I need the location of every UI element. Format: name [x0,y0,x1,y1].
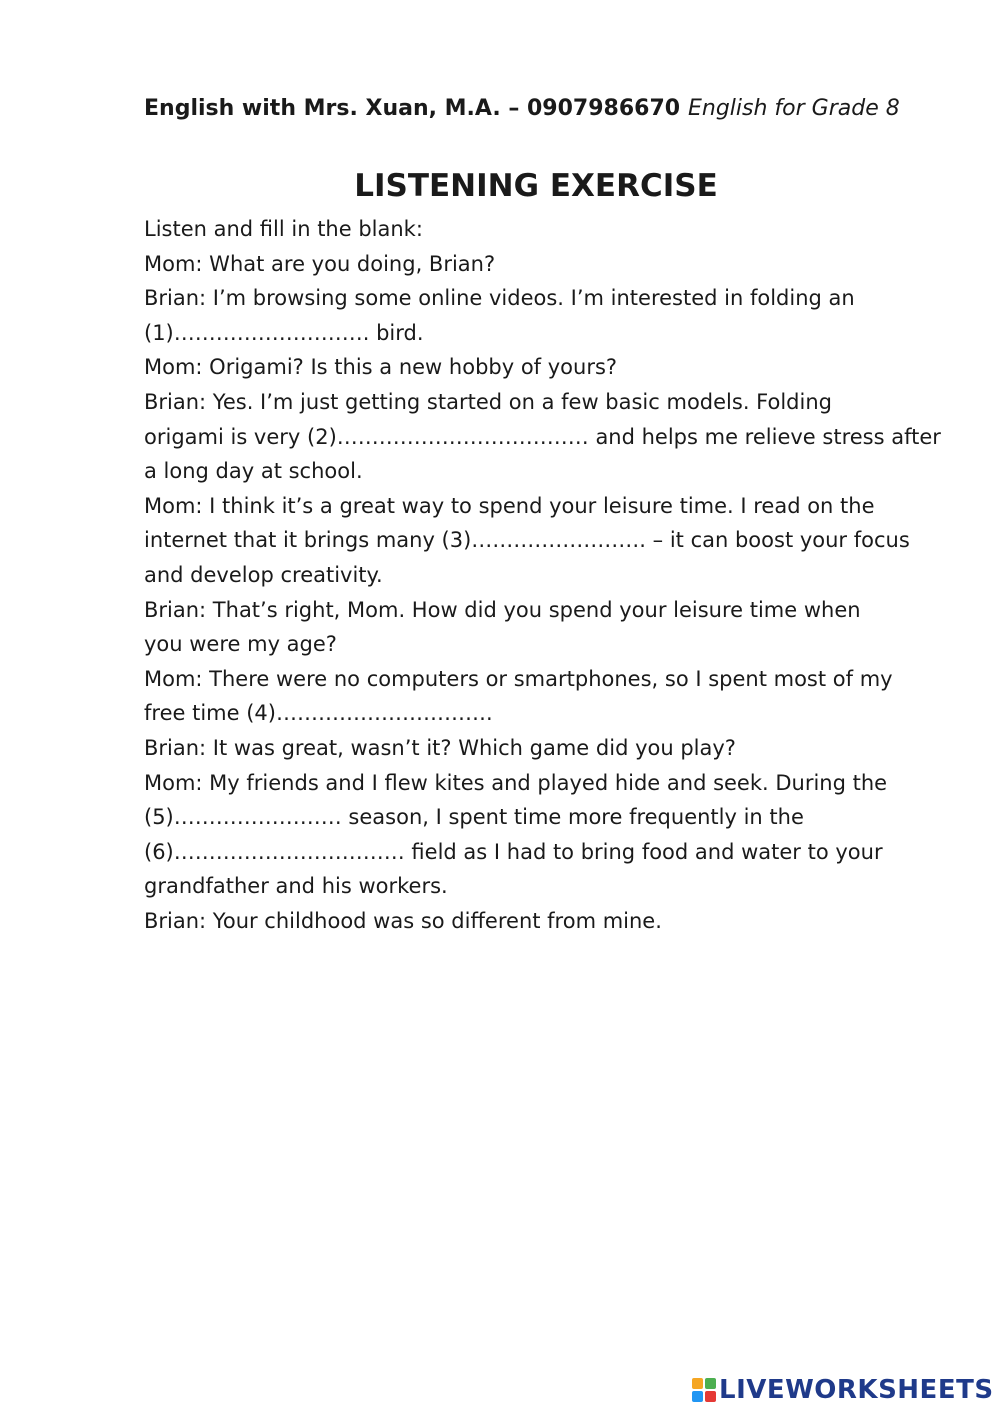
dialogue-line-blank-2: origami is very (2)……………………………… and helps me relieve stress after [144,424,941,449]
dialogue-line: Mom: There were no computers or smartphones, so I spent most of my [144,666,893,691]
dialogue-line-blank-6: (6)…………………………… field as I had to bring food and water to your [144,839,883,864]
dialogue-line: Brian: That’s right, Mom. How did you spend your leisure time when [144,597,861,622]
dialogue-line-blank-5: (5)…………………… season, I spent time more frequently in the [144,805,804,830]
header-author: English with Mrs. Xuan, M.A. – 0907986670 [144,96,681,121]
logo-mark-icon [692,1378,716,1402]
logo-square [692,1378,703,1389]
dialogue-line: grandfather and his workers. [144,874,448,899]
dialogue-line: Mom: What are you doing, Brian? [144,251,496,276]
liveworksheets-logo [692,1373,994,1407]
logo-square [705,1391,716,1402]
dialogue-line-blank-4: free time (4)…………………………. [144,701,493,726]
instruction-line: Listen and fill in the blank: [144,217,423,241]
exercise-content [144,212,944,938]
dialogue-line-blank-3: internet that it brings many (3)……………………. – it can boost your focus [144,528,910,553]
page-header [144,96,904,128]
logo-text: LIVEWORKSHEETS [719,1375,994,1405]
dialogue-line: Brian: Yes. I’m just getting started on a few basic models. Folding [144,389,832,414]
dialogue-line: Mom: My friends and I flew kites and played hide and seek. During the [144,770,888,795]
dialogue-line: and develop creativity. [144,562,383,587]
page-title: LISTENING EXERCISE [354,168,718,204]
logo-square [705,1378,716,1389]
header-course: English for Grade 8 [688,96,900,121]
dialogue-line-blank-1: (1)………………………. bird. [144,320,424,345]
logo-square [692,1391,703,1402]
dialogue-line: Mom: I think it’s a great way to spend your leisure time. I read on the [144,493,875,518]
dialogue-line: Brian: Your childhood was so different from mine. [144,908,662,933]
dialogue-line: a long day at school. [144,459,363,484]
dialogue-line: Brian: It was great, wasn’t it? Which game did you play? [144,735,736,760]
dialogue-line: you were my age? [144,632,337,657]
dialogue-line: Brian: I’m browsing some online videos. I’m interested in folding an [144,286,855,311]
dialogue-line: Mom: Origami? Is this a new hobby of yours? [144,355,618,380]
